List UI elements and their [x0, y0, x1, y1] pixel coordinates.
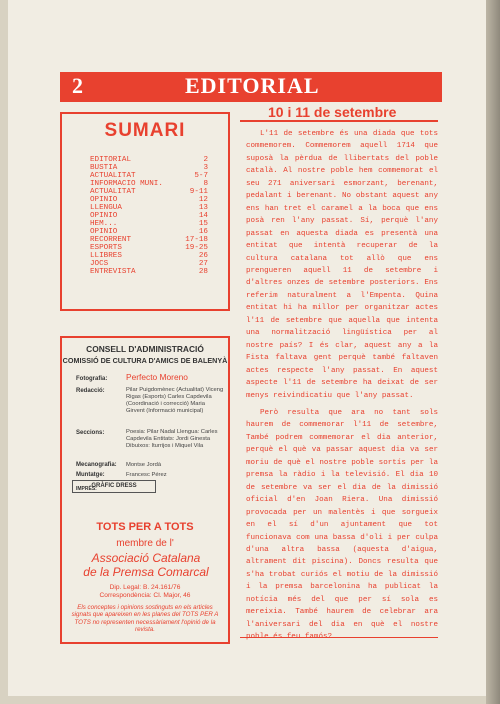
association-line-1: Associació Catalana: [91, 551, 201, 565]
toc-row: [90, 268, 208, 276]
toc-row: [90, 212, 208, 220]
toc-row: [90, 220, 208, 228]
magazine-name: TOTS PER A TOTS: [96, 521, 194, 533]
toc-label: OPINIO: [90, 212, 118, 220]
toc-page: 26: [198, 252, 208, 260]
sections-value: Poesia: Pilar Nadal Llengua: Carles Capdevila Entitats: Jordi Ginesta Dibuixos: Iturrijos i Miquel Vila: [126, 429, 218, 449]
toc-page: 28: [198, 268, 208, 276]
table-of-contents: [90, 156, 208, 276]
toc-page: 12: [198, 196, 208, 204]
toc-row: [90, 156, 208, 164]
credits-subheading: COMISSIÓ DE CULTURA D'AMICS DE BALENYÀ: [62, 356, 228, 365]
toc-row: [90, 180, 208, 188]
toc-page: 2: [203, 156, 208, 164]
toc-label: RECORRENT: [90, 236, 132, 244]
toc-page: 14: [198, 212, 208, 220]
article-body: [246, 128, 438, 644]
toc-row: [90, 244, 208, 252]
article-bottom-rule: [240, 637, 438, 638]
toc-row: [90, 164, 208, 172]
toc-label: LLIBRES: [90, 252, 122, 260]
toc-page: 13: [198, 204, 208, 212]
toc-label: BUSTIA: [90, 164, 118, 172]
member-line: membre de l': [116, 538, 174, 549]
photo-label: Fotografia:: [76, 376, 108, 382]
toc-page: 8: [203, 180, 208, 188]
toc-label: OPINIO: [90, 228, 118, 236]
toc-page: 5-7: [194, 172, 208, 180]
printer-logo: GRÀFIC DRESS: [72, 480, 156, 493]
toc-page: 27: [198, 260, 208, 268]
toc-row: [90, 172, 208, 180]
disclaimer-note: Els conceptes i opinions sostinguts en els articles signats que apareixen en les planes del TOTS PER A TOTS no representen necessàriament l'opinió de la revista.: [71, 604, 219, 634]
toc-page: 17-18: [185, 236, 208, 244]
legal-info: [62, 584, 228, 600]
editorial-label: Redacció:: [76, 388, 105, 394]
article-paragraph: L'11 de setembre és una diada que tots commemorem. Commemorem aquell 1714 que suposà la pèrdua de llibertats del poble català. Al nostre poble hem commemorat el seu 271 aniversari esmorzant, berenant, pedalant i berenant. No obstant aquest any ens han tret el caramel a la boca que ens posà ren l'any passat. Sí, perquè l'any passat en aquesta diada es presentà una entitat que intentà recuperar de la cultura catalana tot allò que ens prengueren aquell 11 de setembre i d'altres onzes de setembre posteriors. Ens referim naturalment a l'Empenta. Quina entitat hi ha millor per organitzar actes l'11 de setembre que aquella que intenta una normalització lingüística per al nostre país? I és clar, aquest any a la Fista faltava gent perquè també faltaven actes respecte l'any passat. En aquest aspecte l'11 de setembre ha deixat de ser menys reivindicatiu que l'any passat.: [246, 130, 438, 400]
page-number: 2: [72, 73, 83, 98]
layout-value: Francesc Pérez: [126, 472, 167, 478]
article-title: 10 i 11 de setembre: [268, 104, 397, 120]
editorial-value: Pilar Puigdomènec (Actualitat) Viceng Rigas (Esports) Carles Capdevila (Coordinació i correcció) Maria Girvent (Informació municipal): [126, 387, 224, 414]
photo-value: Perfecto Moreno: [126, 372, 188, 382]
toc-label: HEM...: [90, 220, 118, 228]
toc-label: INFORMACIO MUNI.: [90, 180, 163, 188]
toc-page: 9-11: [189, 188, 208, 196]
credits-heading: CONSELL D'ADMINISTRACIÓ: [86, 344, 204, 354]
toc-row: [90, 236, 208, 244]
summary-box: [60, 112, 230, 311]
toc-page: 15: [198, 220, 208, 228]
toc-page: 16: [198, 228, 208, 236]
association-line-2: de la Premsa Comarcal: [83, 565, 209, 579]
printed-label: IMPRÈS:: [76, 486, 97, 492]
toc-row: [90, 204, 208, 212]
layout-label: Muntatge:: [76, 472, 105, 478]
section-title: EDITORIAL: [185, 73, 320, 98]
page-edge: [486, 0, 500, 704]
article-paragraph: Però resulta que ara no tant sols haurem de commemorar l'11 de setembre, També podrem commemorar el dia anterior, perquè el què va passar aquest dia va ser moriu de què el nostre poble sortís per la premsa la ràdio i la televisió. El dia 10 de setembre va ser el dia de la dimissió oficial d'en Joan Riera. Una dimissió provocada per un malentès i que sorgueix en el sí d'un ajuntament que tot funcionava com una bassa d'oli i per culpa d'una altra bassa (aquesta d'aigua, altrament dit piscina). Doncs resulta que s'ha trobat curiós el motiu de la dimissió i la premsa barcelonina ha publicat la notícia més del que per sí sola es mereixia. També haurem de celebrar ara l'aniversari del dia en què el nostre: [246, 408, 438, 629]
toc-label: ACTUALITAT: [90, 188, 136, 196]
toc-label: ESPORTS: [90, 244, 122, 252]
toc-row: [90, 260, 208, 268]
toc-label: LLENGUA: [90, 204, 122, 212]
article-top-rule: [240, 120, 438, 122]
toc-label: ENTREVISTA: [90, 268, 136, 276]
correspondence-address: Correspondència: Cl. Major, 46: [99, 592, 191, 599]
legal-deposit: Dip. Legal: B. 24.161/76: [109, 584, 181, 591]
summary-title: SUMARI: [104, 120, 186, 141]
typing-value: Montse Jordà: [126, 462, 162, 468]
toc-page: 3: [203, 164, 208, 172]
sections-label: Seccions:: [76, 430, 105, 436]
toc-label: EDITORIAL: [90, 156, 132, 164]
toc-row: [90, 196, 208, 204]
toc-row: [90, 188, 208, 196]
toc-row: [90, 252, 208, 260]
toc-page: 19-25: [185, 244, 208, 252]
toc-label: ACTUALITAT: [90, 172, 136, 180]
typing-label: Mecanografia:: [76, 462, 117, 468]
toc-row: [90, 228, 208, 236]
toc-label: JOCS: [90, 260, 109, 268]
toc-label: OPINIO: [90, 196, 118, 204]
association-name: [76, 551, 216, 579]
